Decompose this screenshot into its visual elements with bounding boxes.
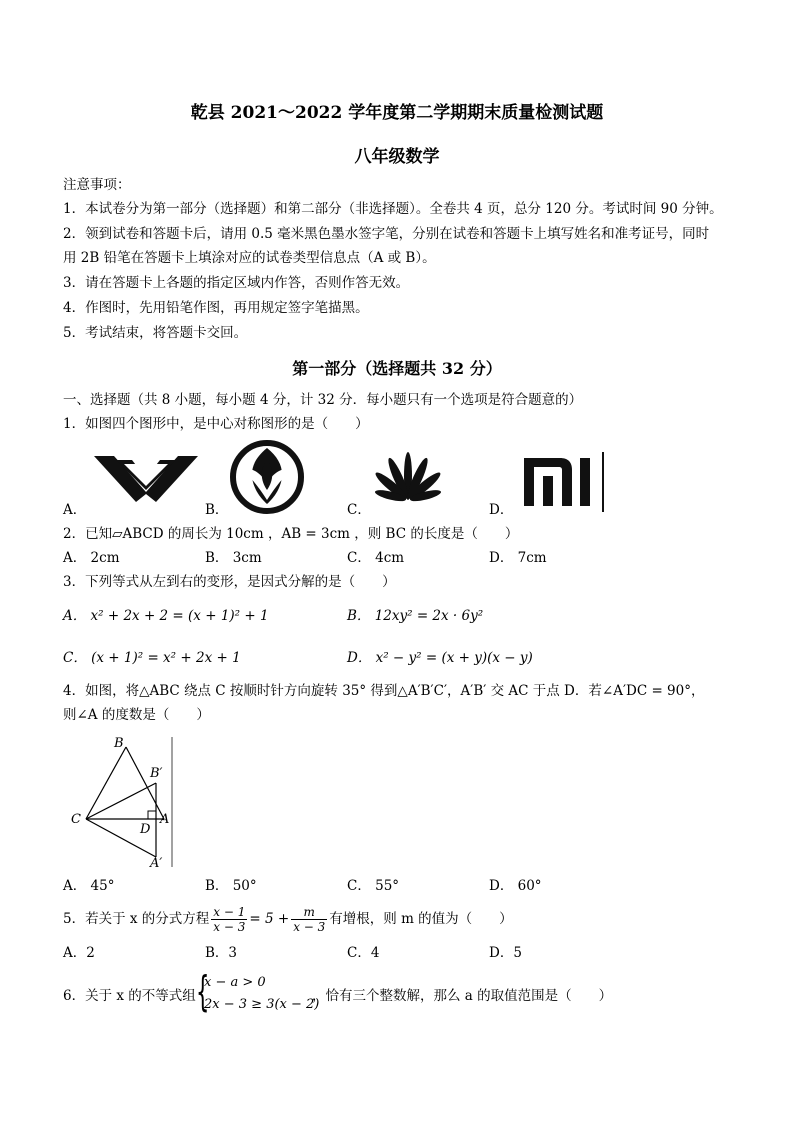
system-brace: { bbox=[196, 967, 210, 1016]
label-a-prime: A′ bbox=[150, 856, 163, 871]
section-title: 第一部分（选择题共 32 分） bbox=[292, 359, 502, 378]
q5-frac1-numerator: x − 1 bbox=[213, 905, 246, 919]
label-b-prime: B′ bbox=[150, 766, 163, 781]
q5-stem-post: 有增根，则 m 的值为（ ） bbox=[329, 911, 513, 927]
q2-option-b: B． 3cm bbox=[205, 550, 262, 566]
q5-mid: = 5 + bbox=[249, 911, 290, 927]
q3-option-b: B． 12xy² = 2x · 6y² bbox=[347, 608, 484, 624]
note-item: 用 2B 铅笔在答题卡上填涂对应的试卷类型信息点（A 或 B）。 bbox=[63, 250, 436, 266]
q5-frac1-denominator: x − 3 bbox=[213, 920, 246, 934]
note-item: 1．本试卷分为第一部分（选择题）和第二部分（非选择题）。全卷共 4 页，总分 120 分。考试时间 90 分钟。 bbox=[63, 201, 723, 217]
q1-stem: 1．如图四个图形中，是中心对称图形的是（ ） bbox=[63, 416, 369, 432]
q4-option-a: A． 45° bbox=[63, 878, 115, 894]
q4-stem-line1: 4．如图，将△ABC 绕点 C 按顺时针方向旋转 35° 得到△A′B′C′，A′B′ 交 AC 于点 D．若∠A′DC = 90°， bbox=[63, 683, 705, 699]
notes-heading: 注意事项： bbox=[63, 177, 131, 193]
note-item: 4．作图时，先用铅笔作图，再用规定签字笔描黑。 bbox=[63, 300, 369, 316]
q4-option-b: B． 50° bbox=[205, 878, 257, 894]
q1-option-a: A． bbox=[63, 502, 87, 518]
q5-stem-pre: 5．若关于 x 的分式方程 bbox=[63, 911, 210, 927]
q3-stem: 3．下列等式从左到右的变形，是因式分解的是（ ） bbox=[63, 574, 396, 590]
note-item: 3．请在答题卡上各题的指定区域内作答，否则作答无效。 bbox=[63, 275, 410, 291]
q5-option-b: B．3 bbox=[205, 945, 238, 961]
q1-option-d: D． bbox=[489, 502, 514, 518]
q5-frac2-denominator: x − 3 bbox=[293, 920, 326, 934]
label-c: C bbox=[71, 812, 81, 827]
q2-stem: 2．已知▱ABCD 的周长为 10cm ，AB = 3cm ，则 BC 的长度是（ ） bbox=[63, 526, 519, 542]
q4-figure bbox=[68, 733, 178, 871]
q6-inequality-2: 2x − 3 ≥ 3(x − 2) bbox=[204, 997, 320, 1012]
huawei-logo-icon bbox=[368, 448, 448, 508]
q2-option-c: C． 4cm bbox=[347, 550, 405, 566]
note-item: 5．考试结束，将答题卡交回。 bbox=[63, 325, 248, 341]
q6-inequality-system bbox=[204, 972, 319, 1016]
q6-stem-pre: 6．关于 x 的不等式组 bbox=[63, 988, 196, 1004]
q4-option-d: D． 60° bbox=[489, 878, 542, 894]
wuling-logo-icon bbox=[92, 452, 200, 504]
q4-stem-line2: 则∠A 的度数是（ ） bbox=[63, 707, 210, 723]
q6-stem-post: ，恰有三个整数解，那么 a 的取值范围是（ ） bbox=[312, 988, 613, 1004]
q4-option-c: C． 55° bbox=[347, 878, 400, 894]
q2-option-d: D． 7cm bbox=[489, 550, 547, 566]
label-a: A bbox=[160, 812, 170, 827]
note-item: 2．领到试卷和答题卡后，请用 0.5 毫米黑色墨水签字笔，分别在试卷和答题卡上填写姓名和准考证号，同时 bbox=[63, 226, 710, 242]
q5-option-d: D．5 bbox=[489, 945, 522, 961]
label-b: B bbox=[114, 736, 124, 751]
q3-option-c: C． (x + 1)² = x² + 2x + 1 bbox=[63, 650, 241, 666]
q1-option-c: C． bbox=[347, 502, 371, 518]
q5-fraction-1 bbox=[211, 905, 247, 934]
section-intro: 一、选择题（共 8 小题，每小题 4 分，计 32 分．每小题只有一个选项是符合题意的） bbox=[63, 392, 583, 408]
q5-fraction-2 bbox=[291, 905, 327, 934]
q3-option-d: D． x² − y² = (x + y)(x − y) bbox=[347, 650, 533, 666]
q5-option-c: C．4 bbox=[347, 945, 380, 961]
q3-option-a: A． x² + 2x + 2 = (x + 1)² + 1 bbox=[63, 608, 269, 624]
exam-subtitle: 八年级数学 bbox=[354, 147, 440, 167]
q2-option-a: A． 2cm bbox=[63, 550, 120, 566]
mi-logo-icon bbox=[520, 452, 604, 512]
label-d: D bbox=[140, 822, 151, 837]
q5-frac2-numerator: m bbox=[291, 905, 327, 920]
dongfeng-logo-icon bbox=[230, 440, 304, 514]
exam-title: 乾县 2021～2022 学年度第二学期期末质量检测试题 bbox=[190, 103, 604, 123]
q5-stem bbox=[63, 902, 513, 936]
q1-option-b: B． bbox=[205, 502, 229, 518]
q5-option-a: A．2 bbox=[63, 945, 95, 961]
q6-inequality-1: x − a > 0 bbox=[204, 975, 266, 990]
